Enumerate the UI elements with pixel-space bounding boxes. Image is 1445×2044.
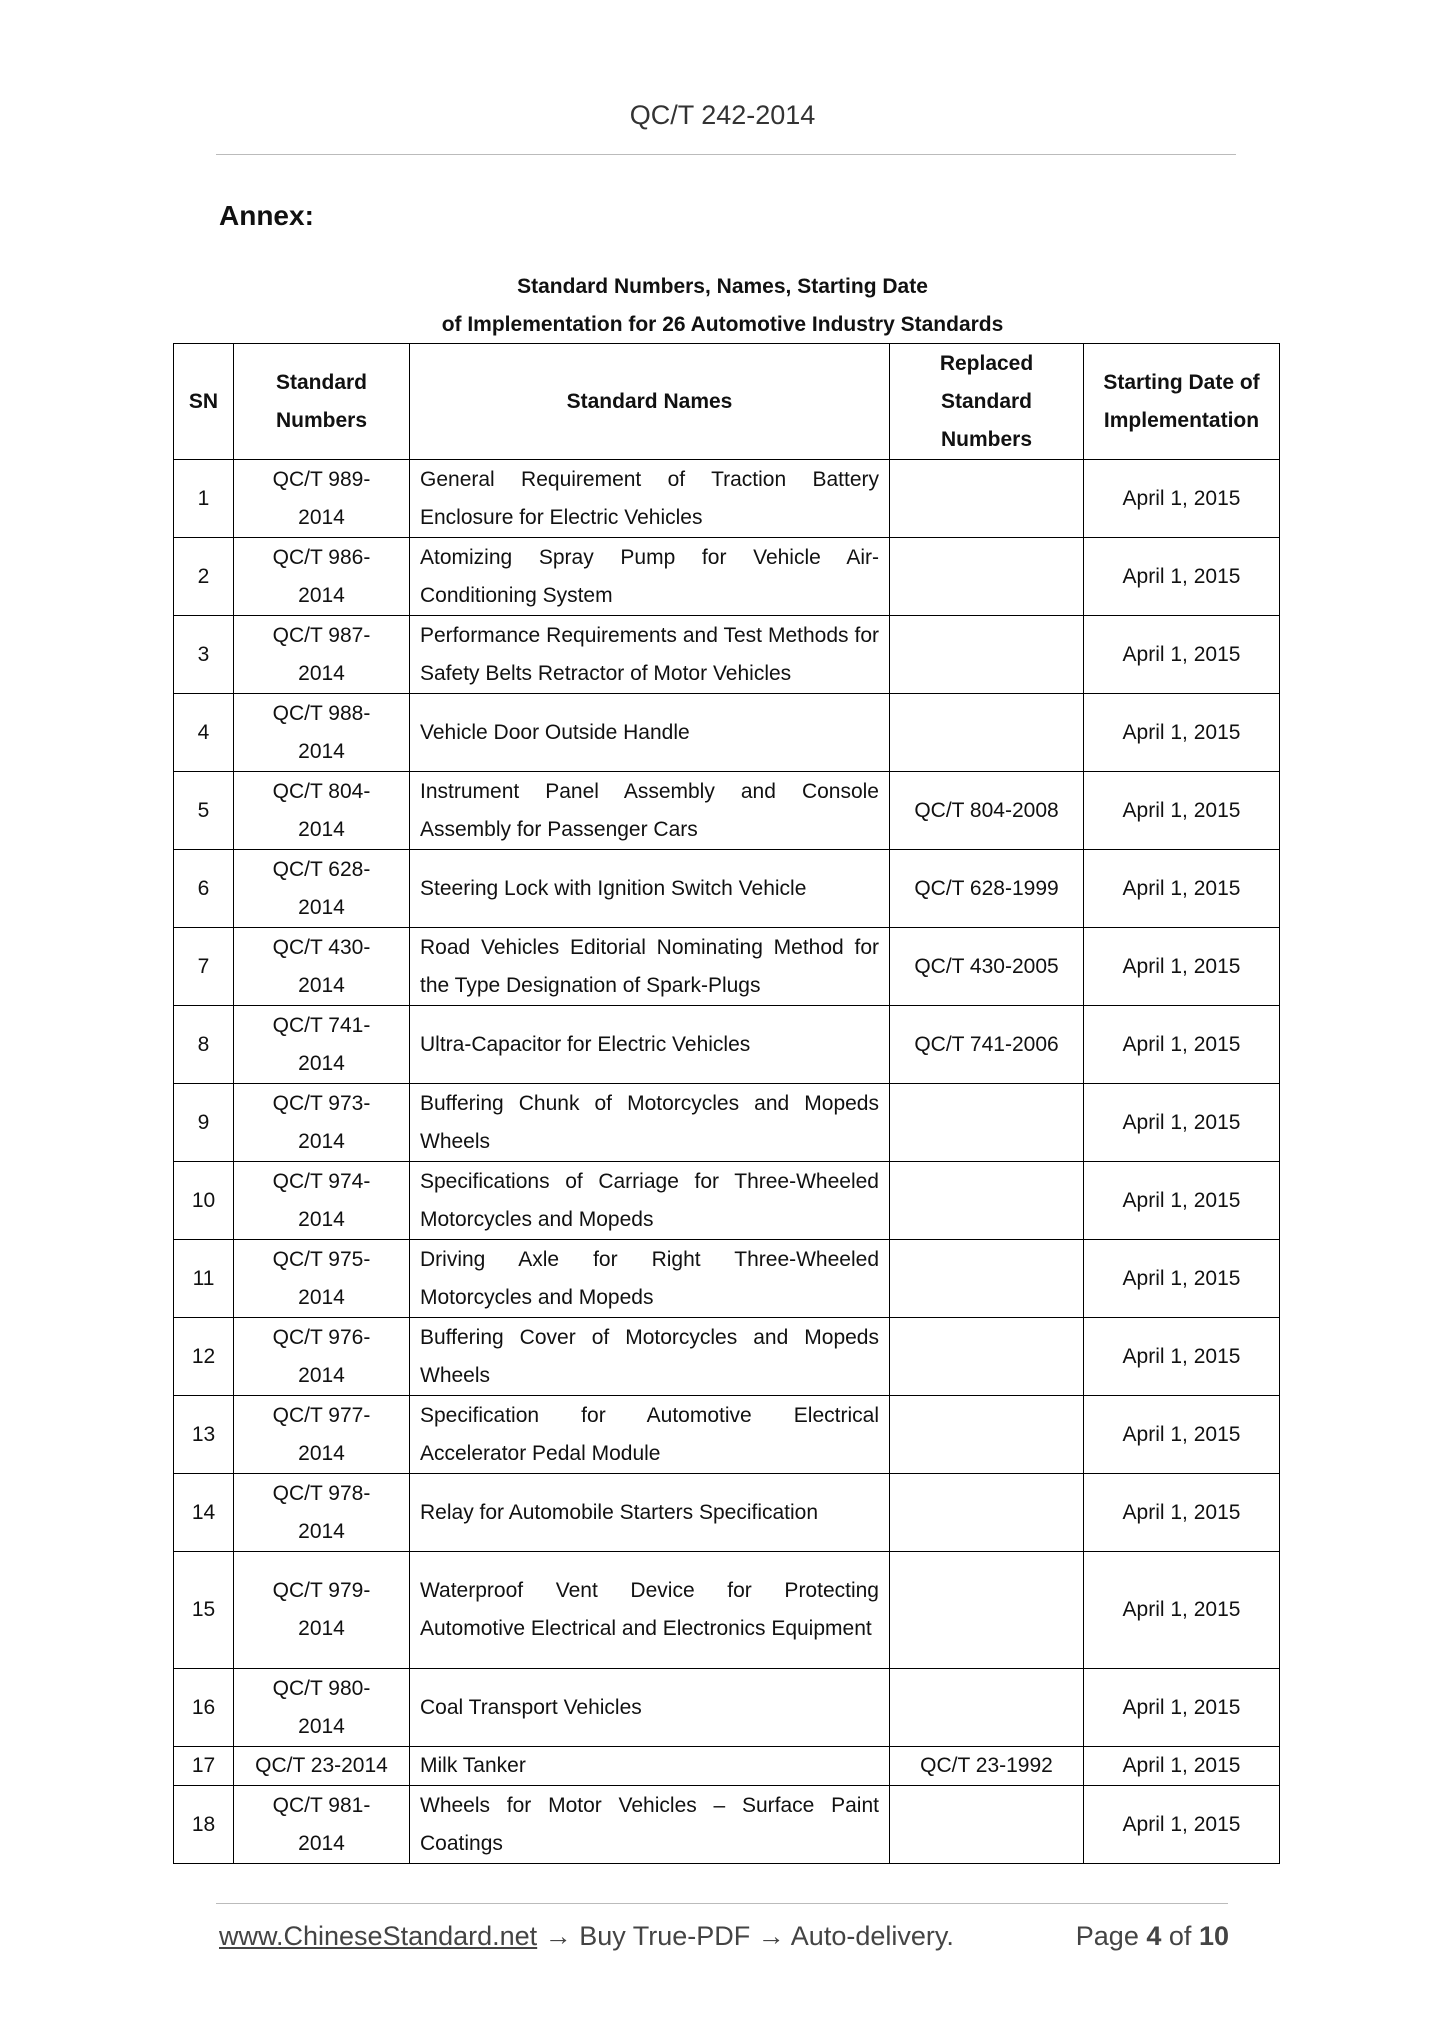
cell-standard-number: QC/T 980-2014 (234, 1669, 410, 1747)
cell-standard-number: QC/T 979-2014 (234, 1552, 410, 1669)
cell-starting-date: April 1, 2015 (1084, 1162, 1280, 1240)
table-row (174, 1552, 1280, 1669)
cell-starting-date: April 1, 2015 (1084, 850, 1280, 928)
table-row (174, 1162, 1280, 1240)
cell-standard-number: QC/T 973-2014 (234, 1084, 410, 1162)
table-row (174, 1396, 1280, 1474)
cell-standard-number: QC/T 977-2014 (234, 1396, 410, 1474)
cell-sn: 7 (174, 928, 234, 1006)
cell-standard-number: QC/T 430-2014 (234, 928, 410, 1006)
table-caption (0, 268, 1445, 344)
caption-line-2: of Implementation for 26 Automotive Industry Standards (441, 313, 1004, 336)
cell-standard-name: Wheels for Motor Vehicles – Surface Paint Coatings (410, 1786, 890, 1864)
header-divider (216, 154, 1236, 155)
page-header-title: QC/T 242-2014 (629, 100, 816, 130)
cell-sn: 13 (174, 1396, 234, 1474)
cell-standard-number: QC/T 981-2014 (234, 1786, 410, 1864)
cell-replaced-number (890, 1318, 1084, 1396)
cell-standard-name: Atomizing Spray Pump for Vehicle Air-Conditioning System (410, 538, 890, 616)
cell-standard-name: Specifications of Carriage for Three-Wheeled Motorcycles and Mopeds (410, 1162, 890, 1240)
cell-starting-date: April 1, 2015 (1084, 1084, 1280, 1162)
cell-starting-date: April 1, 2015 (1084, 1669, 1280, 1747)
website-link[interactable]: www.ChineseStandard.net (219, 1921, 538, 1951)
table-row (174, 1318, 1280, 1396)
table-header-row (174, 344, 1280, 460)
annex-label: Annex: (219, 200, 314, 231)
footer-divider (216, 1903, 1228, 1904)
arrow-icon: → (757, 1921, 785, 1951)
cell-standard-name: Performance Requirements and Test Methods for Safety Belts Retractor of Motor Vehicles (410, 616, 890, 694)
cell-starting-date: April 1, 2015 (1084, 1318, 1280, 1396)
cell-replaced-number (890, 538, 1084, 616)
table-row (174, 1240, 1280, 1318)
table-row (174, 1474, 1280, 1552)
page-total: 10 (1198, 1921, 1229, 1951)
cell-standard-name: Milk Tanker (410, 1747, 890, 1786)
cell-standard-name: Buffering Chunk of Motorcycles and Mopeds Wheels (410, 1084, 890, 1162)
cell-standard-name: Buffering Cover of Motorcycles and Mopeds Wheels (410, 1318, 890, 1396)
cell-replaced-number (890, 1474, 1084, 1552)
cell-starting-date: April 1, 2015 (1084, 1786, 1280, 1864)
page-footer (219, 1921, 1229, 1952)
cell-replaced-number (890, 1396, 1084, 1474)
cell-standard-number: QC/T 804-2014 (234, 772, 410, 850)
cell-sn: 17 (174, 1747, 234, 1786)
standards-table (173, 343, 1280, 1864)
cell-replaced-number (890, 460, 1084, 538)
footer-left (219, 1921, 954, 1952)
cell-standard-name: Specification for Automotive Electrical Accelerator Pedal Module (410, 1396, 890, 1474)
cell-standard-number: QC/T 975-2014 (234, 1240, 410, 1318)
delivery-text: Auto-delivery. (790, 1921, 954, 1951)
page-of: of (1168, 1921, 1192, 1951)
cell-starting-date: April 1, 2015 (1084, 1240, 1280, 1318)
cell-sn: 3 (174, 616, 234, 694)
cell-replaced-number (890, 1084, 1084, 1162)
table-row (174, 694, 1280, 772)
cell-sn: 10 (174, 1162, 234, 1240)
table-row (174, 538, 1280, 616)
cell-sn: 8 (174, 1006, 234, 1084)
cell-standard-name: Coal Transport Vehicles (410, 1669, 890, 1747)
cell-replaced-number (890, 694, 1084, 772)
cell-starting-date: April 1, 2015 (1084, 1747, 1280, 1786)
cell-sn: 12 (174, 1318, 234, 1396)
cell-standard-number: QC/T 986-2014 (234, 538, 410, 616)
cell-starting-date: April 1, 2015 (1084, 928, 1280, 1006)
table-row (174, 928, 1280, 1006)
cell-starting-date: April 1, 2015 (1084, 694, 1280, 772)
table-row (174, 1669, 1280, 1747)
cell-standard-number: QC/T 976-2014 (234, 1318, 410, 1396)
cell-sn: 5 (174, 772, 234, 850)
cell-replaced-number: QC/T 628-1999 (890, 850, 1084, 928)
table-row (174, 1006, 1280, 1084)
table-row (174, 1747, 1280, 1786)
cell-standard-name: Driving Axle for Right Three-Wheeled Motorcycles and Mopeds (410, 1240, 890, 1318)
cell-replaced-number (890, 1162, 1084, 1240)
cell-starting-date: April 1, 2015 (1084, 1474, 1280, 1552)
table-row (174, 1786, 1280, 1864)
cell-replaced-number: QC/T 741-2006 (890, 1006, 1084, 1084)
header-starting-date: Starting Date of Implementation (1084, 344, 1280, 460)
cell-starting-date: April 1, 2015 (1084, 460, 1280, 538)
cell-sn: 6 (174, 850, 234, 928)
cell-standard-number: QC/T 23-2014 (234, 1747, 410, 1786)
cell-standard-number: QC/T 974-2014 (234, 1162, 410, 1240)
cell-sn: 9 (174, 1084, 234, 1162)
caption-line-1: Standard Numbers, Names, Starting Date (517, 275, 928, 298)
header-standard-numbers: Standard Numbers (234, 344, 410, 460)
cell-standard-number: QC/T 989-2014 (234, 460, 410, 538)
cell-standard-name: Relay for Automobile Starters Specification (410, 1474, 890, 1552)
cell-starting-date: April 1, 2015 (1084, 1396, 1280, 1474)
cell-standard-name: General Requirement of Traction Battery Enclosure for Electric Vehicles (410, 460, 890, 538)
cell-standard-number: QC/T 978-2014 (234, 1474, 410, 1552)
table-row (174, 772, 1280, 850)
cell-replaced-number (890, 1240, 1084, 1318)
cell-standard-name: Steering Lock with Ignition Switch Vehicle (410, 850, 890, 928)
cell-sn: 4 (174, 694, 234, 772)
header-sn: SN (174, 344, 234, 460)
table-row (174, 616, 1280, 694)
cell-sn: 18 (174, 1786, 234, 1864)
cell-replaced-number: QC/T 804-2008 (890, 772, 1084, 850)
cell-sn: 2 (174, 538, 234, 616)
cell-replaced-number (890, 616, 1084, 694)
cell-standard-name: Ultra-Capacitor for Electric Vehicles (410, 1006, 890, 1084)
cell-starting-date: April 1, 2015 (1084, 1552, 1280, 1669)
cell-sn: 14 (174, 1474, 234, 1552)
arrow-icon: → (544, 1921, 572, 1951)
page-current: 4 (1146, 1921, 1162, 1951)
cell-sn: 11 (174, 1240, 234, 1318)
cell-starting-date: April 1, 2015 (1084, 616, 1280, 694)
cell-replaced-number (890, 1552, 1084, 1669)
cell-standard-name: Road Vehicles Editorial Nominating Method for the Type Designation of Spark-Plugs (410, 928, 890, 1006)
cell-replaced-number: QC/T 23-1992 (890, 1747, 1084, 1786)
buy-text: Buy True-PDF (579, 1921, 751, 1951)
cell-replaced-number (890, 1669, 1084, 1747)
cell-standard-number: QC/T 628-2014 (234, 850, 410, 928)
cell-starting-date: April 1, 2015 (1084, 1006, 1280, 1084)
cell-standard-number: QC/T 988-2014 (234, 694, 410, 772)
cell-sn: 15 (174, 1552, 234, 1669)
table-row (174, 460, 1280, 538)
cell-standard-name: Instrument Panel Assembly and Console Assembly for Passenger Cars (410, 772, 890, 850)
table-row (174, 850, 1280, 928)
page-word: Page (1075, 1921, 1139, 1951)
cell-replaced-number (890, 1786, 1084, 1864)
cell-standard-number: QC/T 741-2014 (234, 1006, 410, 1084)
cell-standard-number: QC/T 987-2014 (234, 616, 410, 694)
cell-sn: 16 (174, 1669, 234, 1747)
page-indicator (1076, 1921, 1229, 1952)
cell-starting-date: April 1, 2015 (1084, 538, 1280, 616)
cell-standard-name: Vehicle Door Outside Handle (410, 694, 890, 772)
cell-standard-name: Waterproof Vent Device for Protecting Automotive Electrical and Electronics Equipment (410, 1552, 890, 1669)
header-replaced-numbers: Replaced Standard Numbers (890, 344, 1084, 460)
cell-replaced-number: QC/T 430-2005 (890, 928, 1084, 1006)
cell-starting-date: April 1, 2015 (1084, 772, 1280, 850)
table-row (174, 1084, 1280, 1162)
cell-sn: 1 (174, 460, 234, 538)
header-standard-names: Standard Names (410, 344, 890, 460)
